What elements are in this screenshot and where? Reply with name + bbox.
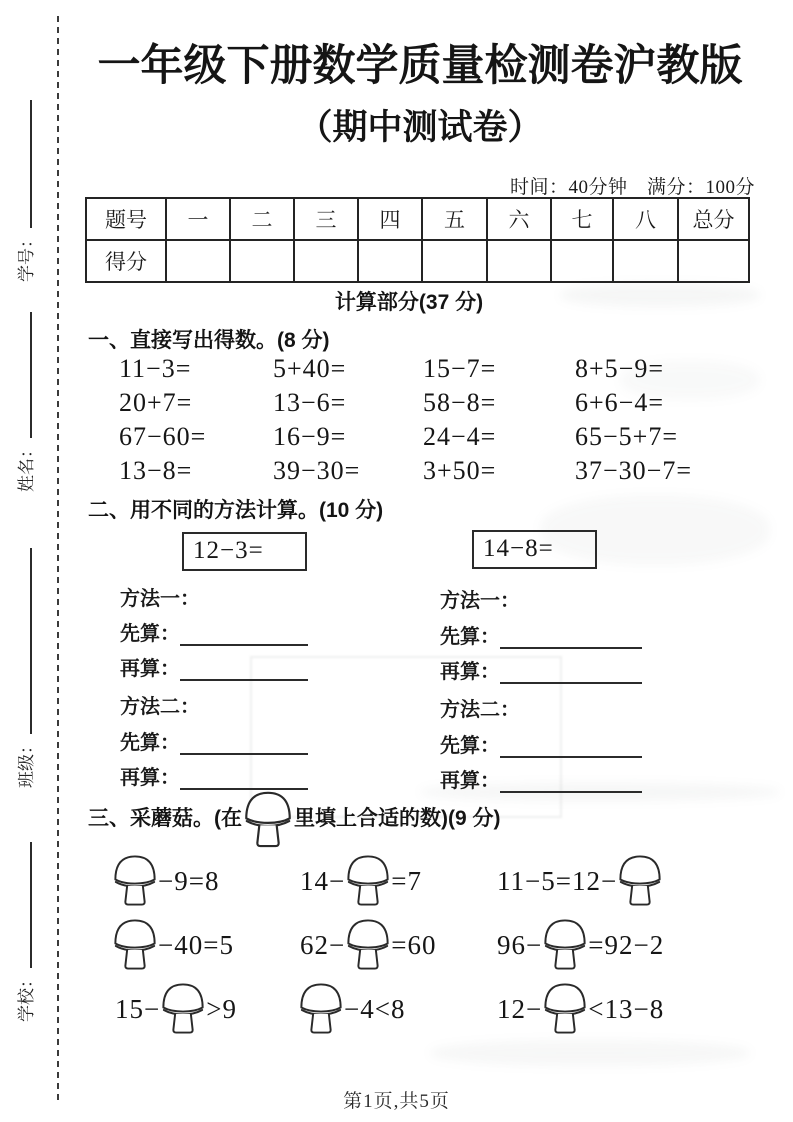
then-calc-label: 再算： [120,767,180,789]
answer-line [500,771,642,793]
score-table-score-row [86,240,749,282]
section3-title [88,794,501,840]
header-col: 六 [487,198,551,240]
header-question-no: 题号 [86,198,166,240]
equation-post: <13−8 [588,993,665,1024]
problem: 24−4= [423,422,497,451]
class-field [15,548,38,788]
first-calc-row [440,620,642,649]
fill-line [16,548,32,734]
first-calc-label: 先算： [120,623,180,645]
score-cell [551,240,613,282]
mushroom-problem [497,917,664,973]
school-label: 学校： [17,971,36,1022]
mushroom-problem [300,853,422,909]
answer-line [180,624,308,646]
equation-post: −40=5 [158,929,234,960]
mushroom-icon [345,854,391,908]
score-row-label: 得分 [86,240,166,282]
problem: 39−30= [273,456,361,485]
section3-title-pre: 三、采蘑菇。(在 [88,807,242,830]
header-col: 四 [358,198,422,240]
score-cell [613,240,678,282]
margin-dashed-line [57,16,59,1102]
scan-smudge [430,1040,750,1066]
header-col: 八 [613,198,678,240]
first-calc-label: 先算： [440,626,500,648]
first-calc-row [120,726,308,755]
then-calc-label: 再算： [440,770,500,792]
problem: 58−8= [423,388,497,417]
section1-problem-grid [119,352,692,488]
equation-post: =92−2 [588,929,665,960]
mushroom-icon [542,982,588,1036]
mushroom-problem [300,917,436,973]
answer-line [500,736,642,758]
score-cell [422,240,487,282]
score-cell [230,240,294,282]
problem: 67−60= [119,422,207,451]
header-col: 五 [422,198,487,240]
equation-pre: 11−5=12− [497,865,618,896]
equation-post: =7 [391,865,422,896]
equation-post: −4<8 [344,993,406,1024]
problem: 13−8= [119,456,193,485]
problem: 13−6= [273,388,347,417]
answer-line [500,662,642,684]
then-calc-label: 再算： [120,658,180,680]
method2-label: 方法二： [120,696,200,718]
equation-post: =60 [391,929,437,960]
header-col: 七 [551,198,613,240]
header-col: 三 [294,198,358,240]
equation-pre: 62− [300,929,346,960]
section2-title: 二、用不同的方法计算。(10 分) [88,499,384,522]
score-cell [166,240,230,282]
answer-line [500,627,642,649]
first-calc-row [120,617,308,646]
part-title: 计算部分(37 分) [334,291,484,314]
then-calc-row [120,652,308,681]
problem: 8+5−9= [575,354,664,383]
student-name-label: 姓名： [17,441,36,492]
answer-line [180,768,308,790]
answer-line [180,733,308,755]
mushroom-icon [112,918,158,972]
class-label: 班级： [17,737,36,788]
first-calc-label: 先算： [120,732,180,754]
mushroom-icon [298,982,344,1036]
problem: 15−7= [423,354,497,383]
mushroom-icon [160,982,206,1036]
header-col: 一 [166,198,230,240]
page-title: 一年级下册数学质量检测卷沪教版 [97,43,743,90]
score-table [85,197,750,283]
mushroom-icon [243,790,293,850]
mushroom-icon [112,854,158,908]
first-calc-label: 先算： [440,735,500,757]
mushroom-problem [115,981,237,1037]
score-cell [487,240,551,282]
student-id-field [15,100,38,282]
problem: 11−3= [119,354,192,383]
header-total: 总分 [678,198,749,240]
score-cell [358,240,422,282]
answer-line [180,659,308,681]
score-cell [294,240,358,282]
student-id-label: 学号： [17,231,36,282]
then-calc-row [120,761,308,790]
method2-label: 方法二： [440,699,520,721]
problem: 5+40= [273,354,347,383]
score-table-header-row [86,198,749,240]
problem: 37−30−7= [575,456,692,485]
problem-box-1: 12−3= [182,532,307,571]
page-number: 第1页,共5页 [343,1091,450,1112]
problem: 6+6−4= [575,388,664,417]
equation-pre: 12− [497,993,543,1024]
then-calc-row [440,655,642,684]
then-calc-label: 再算： [440,661,500,683]
time-score-info: 时间：40分钟 满分：100分 [509,177,755,198]
fill-line [16,312,32,438]
problem: 3+50= [423,456,497,485]
score-cell [678,240,749,282]
equation-post: −9=8 [158,865,220,896]
fill-line [16,842,32,968]
problem: 16−9= [273,422,347,451]
problem: 20+7= [119,388,193,417]
mushroom-problem [298,981,405,1037]
mushroom-problem [497,853,663,909]
method1-label: 方法一： [440,590,520,612]
method1-label: 方法一： [120,588,200,610]
page-subtitle: （期中测试卷） [297,108,543,147]
mushroom-icon [617,854,663,908]
then-calc-row [440,764,642,793]
mushroom-problem [112,917,234,973]
equation-pre: 15− [115,993,161,1024]
fill-line [16,100,32,228]
section1-title: 一、直接写出得数。(8 分) [88,329,330,352]
problem-box-2: 14−8= [472,530,597,569]
school-field [15,842,38,1022]
equation-pre: 96− [497,929,543,960]
equation-pre: 14− [300,865,346,896]
header-col: 二 [230,198,294,240]
first-calc-row [440,729,642,758]
student-name-field [15,312,38,492]
mushroom-icon [345,918,391,972]
mushroom-problem [497,981,664,1037]
problem: 65−5+7= [575,422,678,451]
mushroom-problem [112,853,219,909]
section3-title-post: 里填上合适的数)(9 分) [294,807,501,830]
equation-post: >9 [206,993,237,1024]
mushroom-icon [542,918,588,972]
